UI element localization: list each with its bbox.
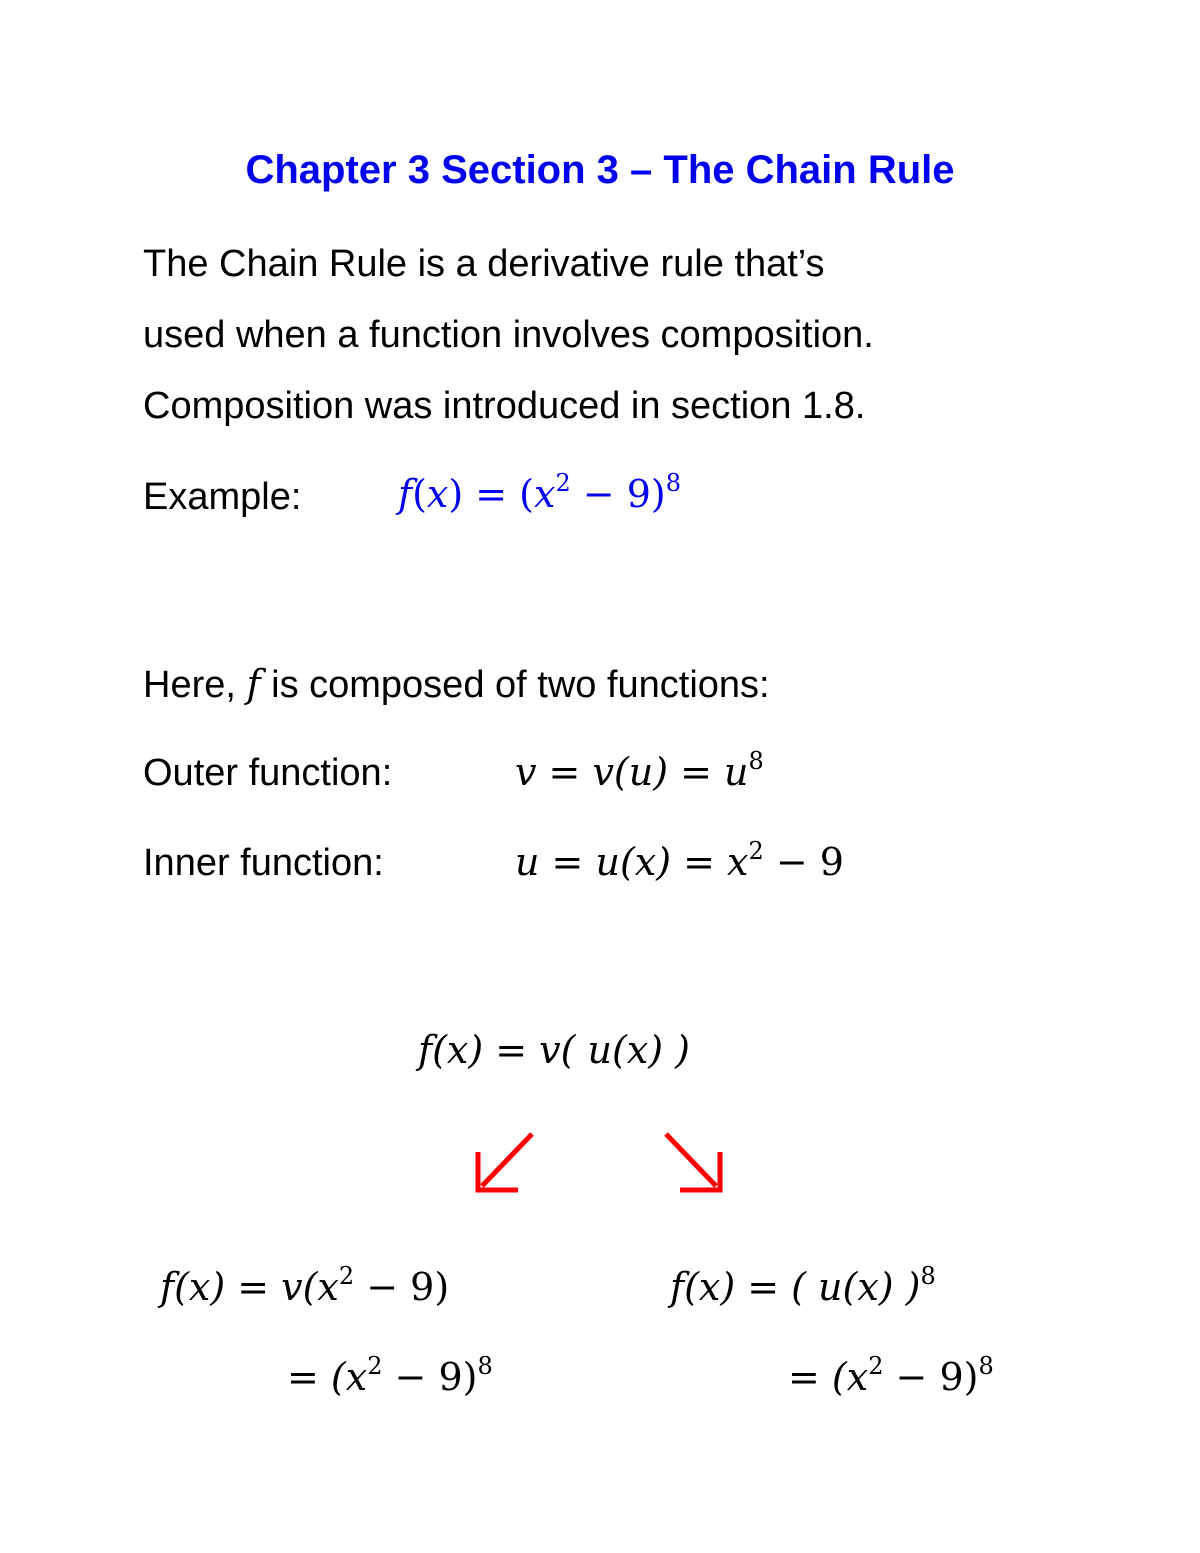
intro-line-1: The Chain Rule is a derivative rule that’s	[143, 243, 825, 285]
inner-formula-text: u = u(x) = x	[515, 840, 749, 884]
right-line-1-text: f(x) = ( u(x) )	[670, 1265, 921, 1309]
left-line-2-tail: − 9)	[382, 1355, 478, 1399]
composed-suffix: is composed of two functions:	[271, 664, 770, 706]
composed-prefix: Here,	[143, 664, 236, 706]
composition-formula-text: f(x) = v( u(x) )	[418, 1028, 690, 1072]
intro-line-3: Composition was introduced in section 1.8.	[143, 385, 866, 427]
example-minus: − 9)	[570, 472, 666, 516]
page-title: Chapter 3 Section 3 – The Chain Rule	[245, 148, 955, 192]
right-line-2-tail: − 9)	[883, 1355, 979, 1399]
example-base: x	[534, 472, 556, 516]
left-line-1-exp: 2	[338, 1262, 355, 1290]
outer-label: Outer function:	[143, 752, 393, 794]
left-line-2-exp2: 8	[477, 1352, 493, 1380]
example-f: f	[398, 472, 413, 516]
inner-label: Inner function:	[143, 842, 384, 884]
example-formula: $f(x) = (x^2 - 9)^8$	[398, 469, 681, 516]
composed-f: f	[246, 662, 261, 706]
composed-line	[143, 662, 770, 707]
right-line-1	[670, 1262, 936, 1309]
example-x: x	[426, 472, 449, 516]
left-line-2-text: = (x	[287, 1355, 368, 1399]
outer-exp: 8	[748, 747, 764, 775]
example-eq: = (	[463, 472, 534, 516]
right-line-1-exp: 8	[920, 1262, 936, 1290]
arrow-down-left-icon	[470, 1130, 540, 1195]
right-line-2-exp: 2	[868, 1352, 884, 1380]
outer-formula	[515, 747, 764, 794]
left-line-2-exp: 2	[367, 1352, 383, 1380]
example-exp-inner: 2	[555, 469, 571, 497]
inner-exp: 2	[748, 837, 764, 865]
right-line-2	[788, 1352, 994, 1399]
composition-formula	[418, 1028, 690, 1072]
inner-formula	[515, 837, 844, 884]
example-exp-outer: 8	[665, 469, 681, 497]
intro-line-2: used when a function involves composition.	[143, 314, 874, 356]
outer-formula-text: v = v(u) = u	[515, 750, 749, 794]
left-line-1-tail: − 9)	[354, 1265, 450, 1309]
right-line-2-text: = (x	[788, 1355, 869, 1399]
left-line-1-text: f(x) = v(x	[160, 1265, 339, 1309]
left-line-1	[160, 1262, 450, 1309]
right-line-2-exp2: 8	[978, 1352, 994, 1380]
left-line-2	[287, 1352, 493, 1399]
arrow-down-right-icon	[660, 1130, 730, 1195]
example-label: Example:	[143, 476, 302, 518]
inner-tail: − 9	[763, 840, 844, 884]
